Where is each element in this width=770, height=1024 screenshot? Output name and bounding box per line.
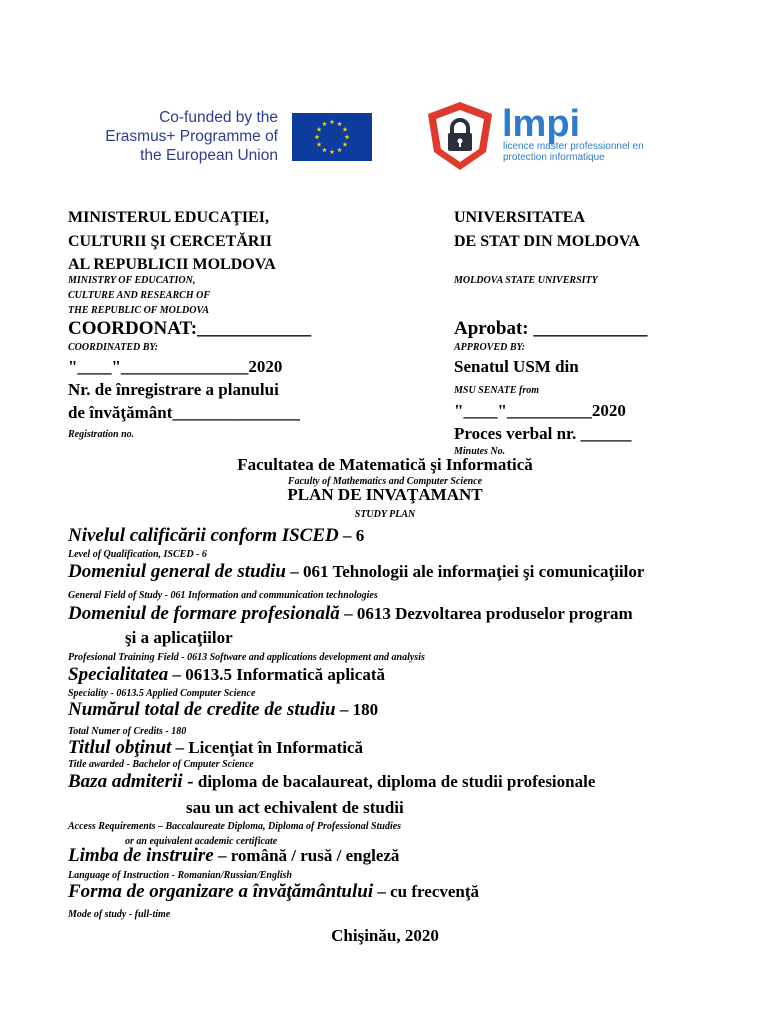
coordinated-by: COORDINATED BY: <box>68 342 158 353</box>
university-ro-line-2: DE STAT DIN MOLDOVA <box>454 233 640 250</box>
coordonat-line: COORDONAT:____________ <box>68 318 312 339</box>
field-admission-cont: sau un act echivalent de studii <box>186 798 404 817</box>
field-training-domain-cont: şi a aplicaţiilor <box>125 628 233 647</box>
field-study-mode <box>68 881 479 903</box>
field-value: – 180 <box>335 700 379 719</box>
ministry-ro-line-1: MINISTERUL EDUCAŢIEI, <box>68 209 269 226</box>
field-isced <box>68 525 364 547</box>
field-speciality <box>68 664 385 686</box>
field-admission <box>68 771 595 793</box>
field-label: Limba de instruire <box>68 845 214 866</box>
erasmus-logo-text: Co-funded by the Erasmus+ Programme of the European Union <box>105 109 278 164</box>
field-label: Nivelul calificării conform ISCED <box>68 525 339 546</box>
field-title <box>68 737 363 759</box>
field-value: – 0613.5 Informatică aplicată <box>168 665 385 684</box>
ministry-ro-line-2: CULTURII ŞI CERCETĂRII <box>68 233 272 250</box>
field-label: Domeniul general de studiu <box>68 561 286 582</box>
field-label: Numărul total de credite de studiu <box>68 699 336 720</box>
university-ro-line-1: UNIVERSITATEA <box>454 209 585 226</box>
field-label: Forma de organizare a învăţământului <box>68 881 374 902</box>
minutes-no: Minutes No. <box>454 446 506 457</box>
ministry-en-line-2: CULTURE AND RESEARCH OF <box>68 290 210 301</box>
field-label: Domeniul de formare profesională <box>68 603 340 624</box>
field-training-domain-en: Profesional Training Field - 0613 Software and applications development and analysis <box>68 652 425 663</box>
faculty-ro: Facultatea de Matematică şi Informatică <box>237 455 533 474</box>
ministry-en-line-3: THE REPUBLIC OF MOLDOVA <box>68 305 210 316</box>
field-credits <box>68 699 378 721</box>
field-value: – cu frecvenţă <box>373 882 480 901</box>
field-speciality-en: Speciality - 0613.5 Applied Computer Science <box>68 688 256 699</box>
field-label: Baza admiterii - <box>68 771 194 792</box>
plan-title-en: STUDY PLAN <box>354 509 416 520</box>
field-label: Specialitatea <box>68 664 169 685</box>
field-admission-en: Access Requirements – Baccalaureate Diploma, Diploma of Professional Studies <box>68 821 402 832</box>
field-isced-en: Level of Qualification, ISCED - 6 <box>68 549 207 560</box>
field-general-domain <box>68 561 644 583</box>
field-value: diploma de bacalaureat, diploma de studii profesionale <box>193 772 596 791</box>
field-value: – română / rusă / engleză <box>213 846 400 865</box>
field-study-mode-en: Mode of study - full-time <box>68 909 171 920</box>
date-left: "____"_______________2020 <box>68 357 283 376</box>
registration-ro-line-2: de învăţământ_______________ <box>68 403 300 422</box>
place-date: Chişinău, 2020 <box>331 926 439 945</box>
field-value: – 061 Tehnologii ale informaţiei şi comunicaţiilor <box>286 562 645 581</box>
field-language-en: Language of Instruction - Romanian/Russian/English <box>68 870 292 881</box>
eu-flag-icon <box>292 113 372 161</box>
aprobat-line: Aprobat: ____________ <box>454 318 648 339</box>
field-general-domain-en: General Field of Study - 061 Information and communication technologies <box>68 590 378 601</box>
registration-en: Registration no. <box>68 429 135 440</box>
field-title-en: Title awarded - Bachelor of Cmputer Science <box>68 759 254 770</box>
msu-senate: MSU SENATE from <box>454 385 540 396</box>
field-value: – Licenţiat în Informatică <box>171 738 364 757</box>
field-credits-en: Total Numer of Credits - 180 <box>68 726 187 737</box>
field-admission-en-cont: or an equivalent academic certificate <box>125 836 278 847</box>
lmpi-subtitle: licence master professionnel en protection informatique <box>503 141 644 163</box>
lmpi-wordmark: lmpi <box>502 103 581 145</box>
field-language <box>68 845 399 867</box>
ministry-ro-line-3: AL REPUBLICII MOLDOVA <box>68 256 276 273</box>
field-training-domain <box>68 603 633 625</box>
university-en: MOLDOVA STATE UNIVERSITY <box>454 275 598 286</box>
faculty-en: Faculty of Mathematics and Computer Science <box>287 476 483 487</box>
approved-by: APPROVED BY: <box>454 342 526 353</box>
field-value: – 0613 Dezvoltarea produselor program <box>339 604 633 623</box>
senat-line: Senatul USM din <box>454 357 579 376</box>
plan-title-ro: PLAN DE INVAŢAMANT <box>287 485 483 504</box>
ministry-en-line-1: MINISTRY OF EDUCATION, <box>68 275 196 286</box>
proces-verbal: Proces verbal nr. ______ <box>454 424 632 443</box>
field-value: – 6 <box>338 526 365 545</box>
date-right: "____"__________2020 <box>454 401 626 420</box>
registration-ro-line-1: Nr. de înregistrare a planului <box>68 380 279 399</box>
field-label: Titlul obţinut <box>68 737 172 758</box>
